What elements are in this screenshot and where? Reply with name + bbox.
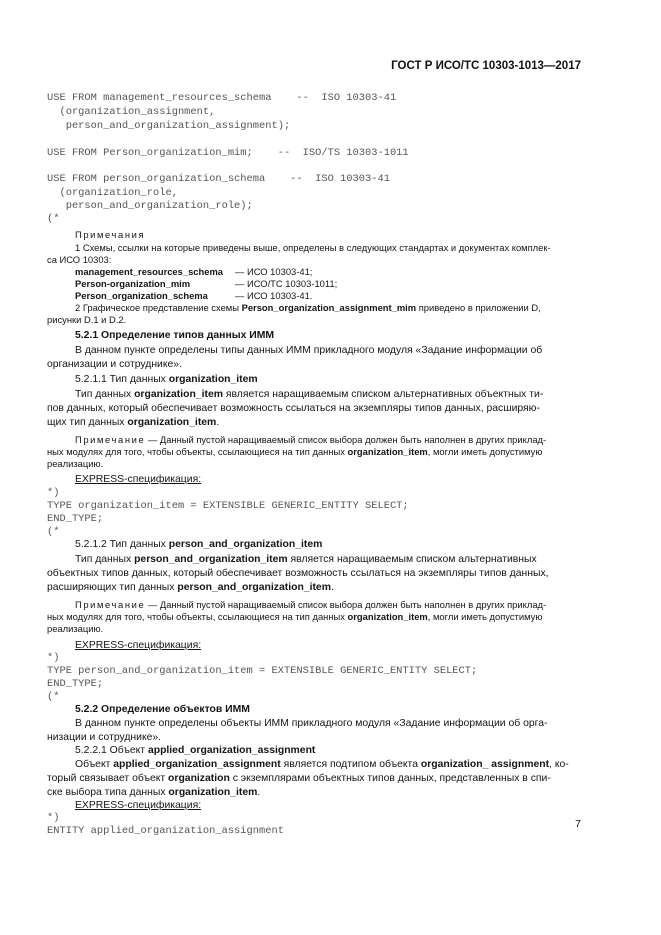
- note-text: 2 Графическое представление схемы Person_organization_assignment_mim приведено в приложении D,: [75, 302, 541, 313]
- schema-ref-doc: — ИСО 10303-41;: [235, 266, 313, 277]
- note-text: ных модулях для того, чтобы объекты, ссылающиеся на тип данных organization_item, могли иметь допустимую: [47, 611, 543, 622]
- subsection-heading: 5.2.2.1 Объект applied_organization_assignment: [75, 745, 316, 756]
- subsection-heading: 5.2.1.1 Тип данных organization_item: [75, 374, 258, 385]
- code-line: person_and_organization_assignment);: [47, 120, 291, 132]
- schema-ref-name: Person-organization_mim: [75, 278, 191, 289]
- code-line: USE FROM person_organization_schema -- ISO 10303-41: [47, 173, 390, 185]
- paragraph-line: пов данных, который обеспечивает возможность ссылаться на экземпляры типов данных, расширяю-: [47, 403, 540, 414]
- code-line: (*: [47, 213, 60, 225]
- note-text: рисунки D.1 и D.2.: [47, 314, 127, 325]
- express-spec-label: EXPRESS-спецификация:: [75, 640, 202, 651]
- section-heading: 5.2.1 Определение типов данных ИММ: [75, 330, 275, 341]
- paragraph-line: Объект applied_organization_assignment является подтипом объекта organization_ assignment, ко-: [75, 759, 569, 770]
- paragraph-line: низации и сотруднике».: [47, 732, 162, 743]
- schema-ref-name: management_resources_schema: [75, 266, 223, 277]
- note-text: Примечание — Данный пустой наращиваемый список выбора должен быть наполнен в других приклад-: [75, 599, 547, 610]
- notes-heading: Примечания: [75, 229, 146, 240]
- paragraph-line: расширяющих тип данных person_and_organization_item.: [47, 582, 334, 593]
- note-text: са ИСО 10303:: [47, 254, 112, 265]
- paragraph-line: В данном пункте определены объекты ИММ прикладного модуля «Задание информации об орга-: [75, 718, 548, 729]
- code-line: *): [47, 652, 60, 664]
- code-line: USE FROM management_resources_schema -- ISO 10303-41: [47, 92, 397, 104]
- schema-ref-doc: — ИСО 10303-41.: [235, 290, 313, 301]
- page-number: 7: [575, 818, 581, 830]
- code-line: (*: [47, 691, 60, 703]
- note-text: Примечание — Данный пустой наращиваемый список выбора должен быть наполнен в других приклад-: [75, 434, 547, 445]
- paragraph-line: организации и сотруднике».: [47, 359, 182, 370]
- code-line: (organization_role,: [47, 187, 178, 199]
- schema-ref-name: Person_organization_schema: [75, 290, 208, 301]
- paragraph-line: Тип данных organization_item является наращиваемым списком альтернативных объектных ти-: [75, 389, 544, 400]
- code-line: END_TYPE;: [47, 678, 104, 690]
- section-heading: 5.2.2 Определение объектов ИММ: [75, 704, 250, 715]
- paragraph-line: торый связывает объект organization с экземплярами объектных типов данных, представленных в спи-: [47, 773, 551, 784]
- note-text: ных модулях для того, чтобы объекты, ссылающиеся на тип данных organization_item, могли иметь допустимую: [47, 446, 543, 457]
- paragraph-line: ске выбора типа данных organization_item.: [47, 787, 261, 798]
- paragraph-line: В данном пункте определены типы данных ИММ прикладного модуля «Задание информации об: [75, 345, 543, 356]
- note-text: 1 Схемы, ссылки на которые приведены выше, определены в следующих стандартах и документах комплек-: [75, 242, 551, 253]
- paragraph-line: щих тип данных organization_item.: [47, 417, 220, 428]
- express-spec-label: EXPRESS-спецификация:: [75, 800, 202, 811]
- code-line: TYPE person_and_organization_item = EXTENSIBLE GENERIC_ENTITY SELECT;: [47, 665, 478, 677]
- schema-ref-doc: — ИСО/ТС 10303-1011;: [235, 278, 338, 289]
- code-line: USE FROM Person_organization_mim; -- ISO/TS 10303-1011: [47, 147, 409, 159]
- subsection-heading: 5.2.1.2 Тип данных person_and_organization_item: [75, 539, 323, 550]
- standard-header: ГОСТ Р ИСО/ТС 10303-1013—2017: [391, 60, 581, 72]
- note-text: реализацию.: [47, 623, 104, 634]
- code-line: TYPE organization_item = EXTENSIBLE GENERIC_ENTITY SELECT;: [47, 500, 409, 512]
- code-line: *): [47, 812, 60, 824]
- note-text: реализацию.: [47, 458, 104, 469]
- paragraph-line: объектных типов данных, который обеспечивает возможность ссылаться на экземпляры типов данных,: [47, 568, 549, 579]
- code-line: (*: [47, 526, 60, 538]
- code-line: END_TYPE;: [47, 513, 104, 525]
- paragraph-line: Тип данных person_and_organization_item является наращиваемым списком альтернативных: [75, 554, 537, 565]
- code-line: *): [47, 487, 60, 499]
- code-line: (organization_assignment,: [47, 106, 216, 118]
- code-line: person_and_organization_role);: [47, 200, 253, 212]
- code-line: ENTITY applied_organization_assignment: [47, 825, 284, 837]
- express-spec-label: EXPRESS-спецификация:: [75, 474, 202, 485]
